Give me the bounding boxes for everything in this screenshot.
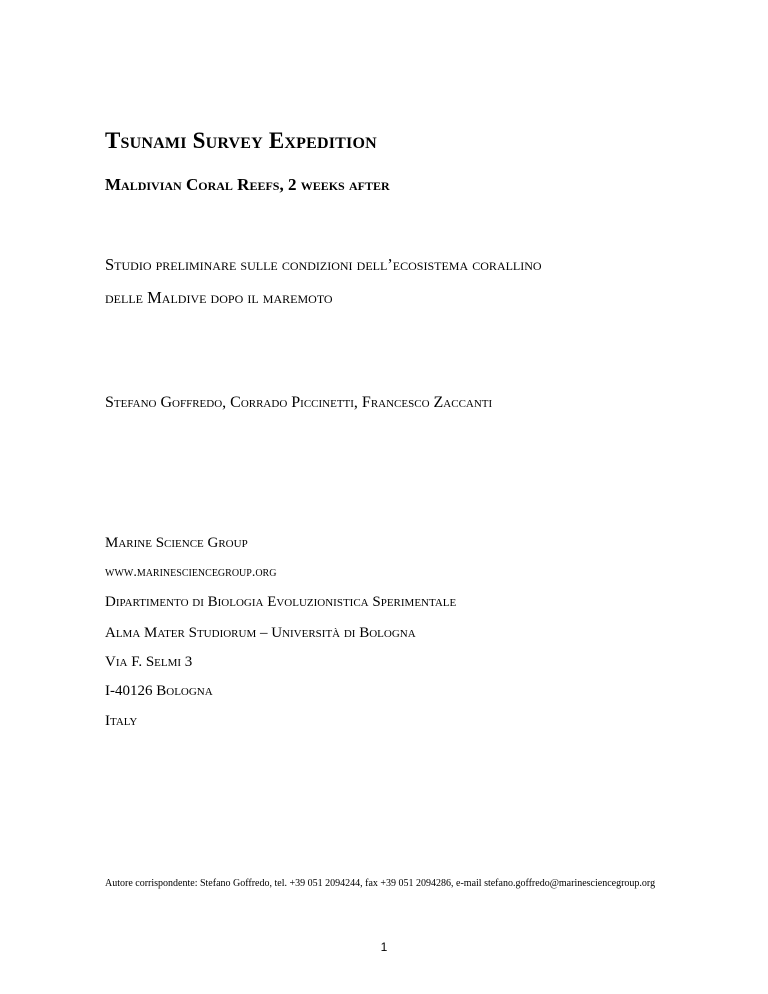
document-title: Tsunami Survey Expedition — [105, 128, 377, 153]
affiliation-country: Italy — [105, 713, 138, 729]
study-title-line-2: delle Maldive dopo il maremoto — [105, 288, 333, 307]
affiliation-group: Marine Science Group — [105, 535, 248, 551]
affiliation-department: Dipartimento di Biologia Evoluzionistica Sperimentale — [105, 594, 457, 610]
affiliation-street: Via F. Selmi 3 — [105, 654, 193, 670]
affiliation-university: Alma Mater Studiorum – Università di Bologna — [105, 625, 416, 641]
authors: Stefano Goffredo, Corrado Piccinetti, Francesco Zaccanti — [105, 394, 493, 411]
corresponding-author-note: Autore corrispondente: Stefano Goffredo, tel. +39 051 2094244, fax +39 051 2094286, e-mail stefano.goffredo@marinesciencegroup.org — [105, 878, 656, 889]
affiliation-website: www.marinesciencegroup.org — [105, 565, 277, 580]
affiliation-city: I-40126 Bologna — [105, 683, 213, 699]
study-title-line-1: Studio preliminare sulle condizioni dell’ecosistema corallino — [105, 255, 542, 274]
document-subtitle: Maldivian Coral Reefs, 2 weeks after — [105, 175, 390, 194]
page-number: 1 — [380, 940, 388, 954]
